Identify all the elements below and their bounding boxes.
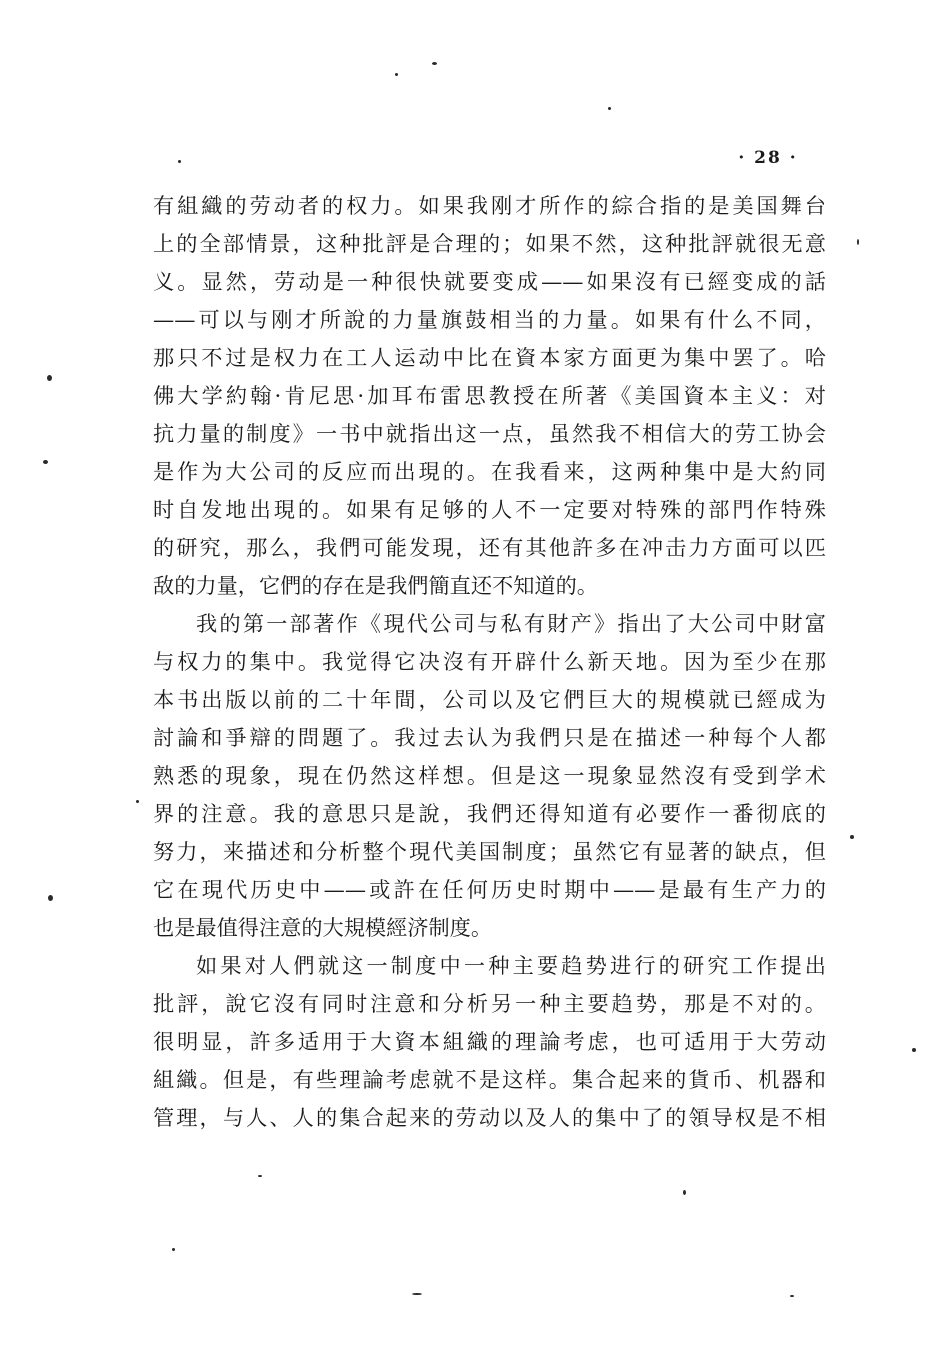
scan-speck (432, 62, 437, 65)
scan-speck (258, 1175, 262, 1177)
text-line: 本书出版以前的二十年間，公司以及它們巨大的規模就已經成为 (153, 687, 826, 712)
scan-speck (178, 160, 181, 163)
scan-speck (43, 460, 48, 464)
scan-speck (790, 1295, 794, 1297)
text-line: 界的注意。我的意思只是說，我們还得知道有必要作一番彻底的 (153, 801, 826, 826)
text-line: 它在現代历史中——或許在任何历史时期中——是最有生产力的 (153, 877, 826, 902)
scan-speck (172, 1248, 175, 1251)
text-line: 的研究，那么，我們可能发現，还有其他許多在冲击力方面可以匹 (153, 535, 826, 560)
scan-speck (608, 107, 611, 110)
text-line: 抗力量的制度》一书中就指出这一点，虽然我不相信大的劳工协会 (153, 421, 826, 446)
text-line: 上的全部情景，这种批評是合理的；如果不然，这种批評就很无意 (153, 231, 826, 256)
text-line: 組織。但是，有些理論考虑就不是这样。集合起来的貨币、机器和 (153, 1067, 826, 1092)
scan-speck (395, 73, 398, 76)
text-line: 批評，說它沒有同时注意和分析另一种主要趋势，那是不对的。 (153, 991, 826, 1016)
text-line: 熟悉的現象，現在仍然这样想。但是这一現象显然沒有受到学术 (153, 763, 826, 788)
scan-speck (683, 1190, 686, 1195)
text-line: 那只不过是权力在工人运动中比在資本家方面更为集中罢了。哈 (153, 345, 826, 370)
text-line: 很明显，許多适用于大資本組織的理論考虑，也可适用于大劳动 (153, 1029, 826, 1054)
text-line: 也是最值得注意的大規模經济制度。 (153, 915, 493, 940)
text-line: 管理，与人、人的集合起来的劳动以及人的集中了的領导权是不相 (153, 1105, 826, 1130)
scan-speck (136, 800, 139, 803)
text-line: 有組織的劳动者的权力。如果我刚才所作的綜合指的是美国舞台 (153, 193, 826, 218)
paragraph-start-line: 如果对人們就这一制度中一种主要趋势进行的研究工作提出 (196, 953, 826, 978)
scan-speck (857, 239, 859, 245)
text-line: 是作为大公司的反应而出現的。在我看来，这两种集中是大約同 (153, 459, 826, 484)
scan-speck (47, 375, 52, 381)
scan-speck (912, 1048, 916, 1052)
text-line: 敌的力量，它們的存在是我們簡直还不知道的。 (153, 573, 598, 598)
text-line: 佛大学約翰·肯尼思·加耳布雷思教授在所著《美国資本主义：对 (153, 383, 826, 408)
text-line: 与权力的集中。我觉得它决沒有开辟什么新天地。因为至少在那 (153, 649, 826, 674)
text-line: 时自发地出現的。如果有足够的人不一定要对特殊的部門作特殊 (153, 497, 826, 522)
paragraph-start-line: 我的第一部著作《現代公司与私有財产》指出了大公司中財富 (196, 611, 826, 636)
text-line: ——可以与刚才所說的力量旗鼓相当的力量。如果有什么不同， (153, 307, 826, 332)
scan-speck (850, 835, 854, 839)
scan-speck (412, 1293, 422, 1295)
text-line: 討論和爭辯的問題了。我过去认为我們只是在描述一种每个人都 (153, 725, 826, 750)
page-number: · 28 · (738, 148, 798, 168)
scan-speck (48, 895, 53, 901)
text-line: 努力，来描述和分析整个現代美国制度；虽然它有显著的缺点，但 (153, 839, 826, 864)
text-line: 义。显然，劳动是一种很快就要变成——如果沒有已經变成的話 (153, 269, 826, 294)
